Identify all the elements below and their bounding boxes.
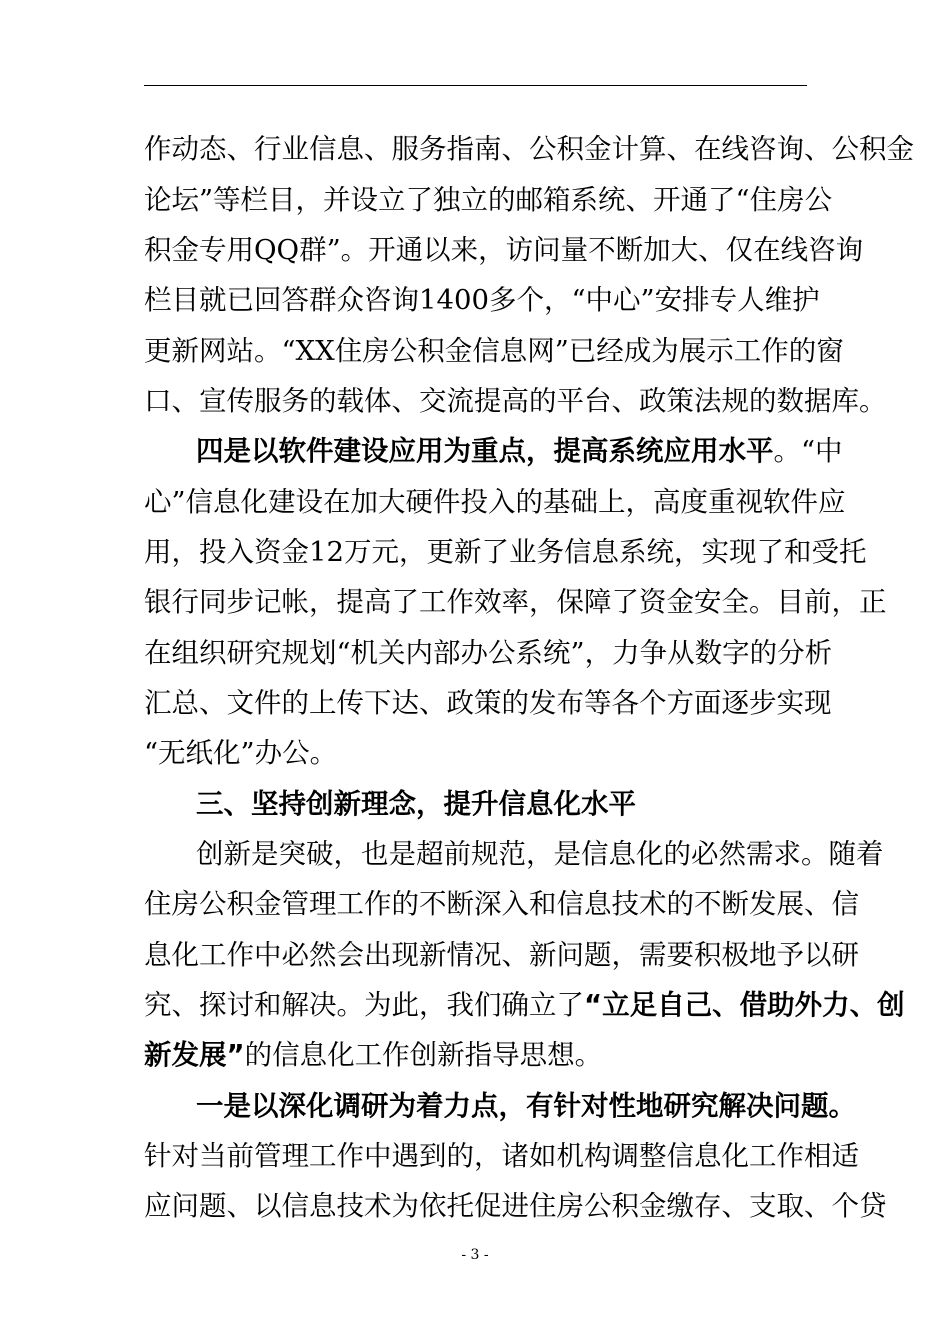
text-line: 创新是突破，也是超前规范，是信息化的必然需求。随着	[196, 838, 884, 870]
text-line	[144, 1037, 807, 1073]
text-line: 作动态、行业信息、服务指南、公积金计算、在线咨询、公积金	[144, 133, 914, 165]
section-heading: 三、坚持创新理念，提升信息化水平	[196, 788, 636, 820]
text-line: 栏目就已回答群众咨询1400多个，“中心”安排专人维护	[144, 284, 820, 316]
bold-run: 新发展”	[144, 1039, 245, 1071]
bold-lead: 四是以软件建设应用为重点，提高系统应用水平	[196, 435, 774, 467]
text-line: 针对当前管理工作中遇到的，诸如机构调整信息化工作相适	[144, 1140, 859, 1172]
text-run: 究、探讨和解决。为此，我们确立了	[144, 989, 584, 1021]
text-line: 更新网站。“XX住房公积金信息网”已经成为展示工作的窗	[144, 335, 844, 367]
paragraph-heading-line: 一是以深化调研为着力点，有针对性地研究解决问题。	[196, 1090, 856, 1122]
text-line: 息化工作中必然会出现新情况、新问题，需要积极地予以研	[144, 939, 859, 971]
text-line: 用，投入资金12万元，更新了业务信息系统，实现了和受托	[144, 536, 867, 568]
text-line: 在组织研究规划“机关内部办公系统”，力争从数字的分析	[144, 637, 833, 669]
text-run: 。“中	[773, 435, 843, 467]
text-line	[144, 987, 905, 1023]
text-run: 的信息化工作创新指导思想。	[244, 1039, 603, 1071]
paragraph-heading-line	[196, 433, 843, 469]
text-line: 口、宣传服务的载体、交流提高的平台、政策法规的数据库。	[144, 385, 887, 417]
text-line: 心”信息化建设在加大硬件投入的基础上，高度重视软件应	[144, 486, 846, 518]
text-line: 汇总、文件的上传下达、政策的发布等各个方面逐步实现	[144, 687, 832, 719]
text-line: 应问题、以信息技术为依托促进住房公积金缴存、支取、个贷	[144, 1190, 887, 1222]
text-line: 银行同步记帐，提高了工作效率，保障了资金安全。目前，正	[144, 586, 887, 618]
page-number: - 3 -	[461, 1247, 489, 1263]
text-line: “无纸化”办公。	[144, 737, 338, 769]
bold-run: “立足自己、借助外力、创	[584, 989, 905, 1021]
text-line: 住房公积金管理工作的不断深入和信息技术的不断发展、信	[144, 888, 859, 920]
text-line: 积金专用QQ群”。开通以来，访问量不断加大、仅在线咨询	[144, 234, 864, 266]
text-line: 论坛”等栏目，并设立了独立的邮箱系统、开通了“住房公	[144, 184, 833, 216]
header-rule	[144, 85, 807, 86]
